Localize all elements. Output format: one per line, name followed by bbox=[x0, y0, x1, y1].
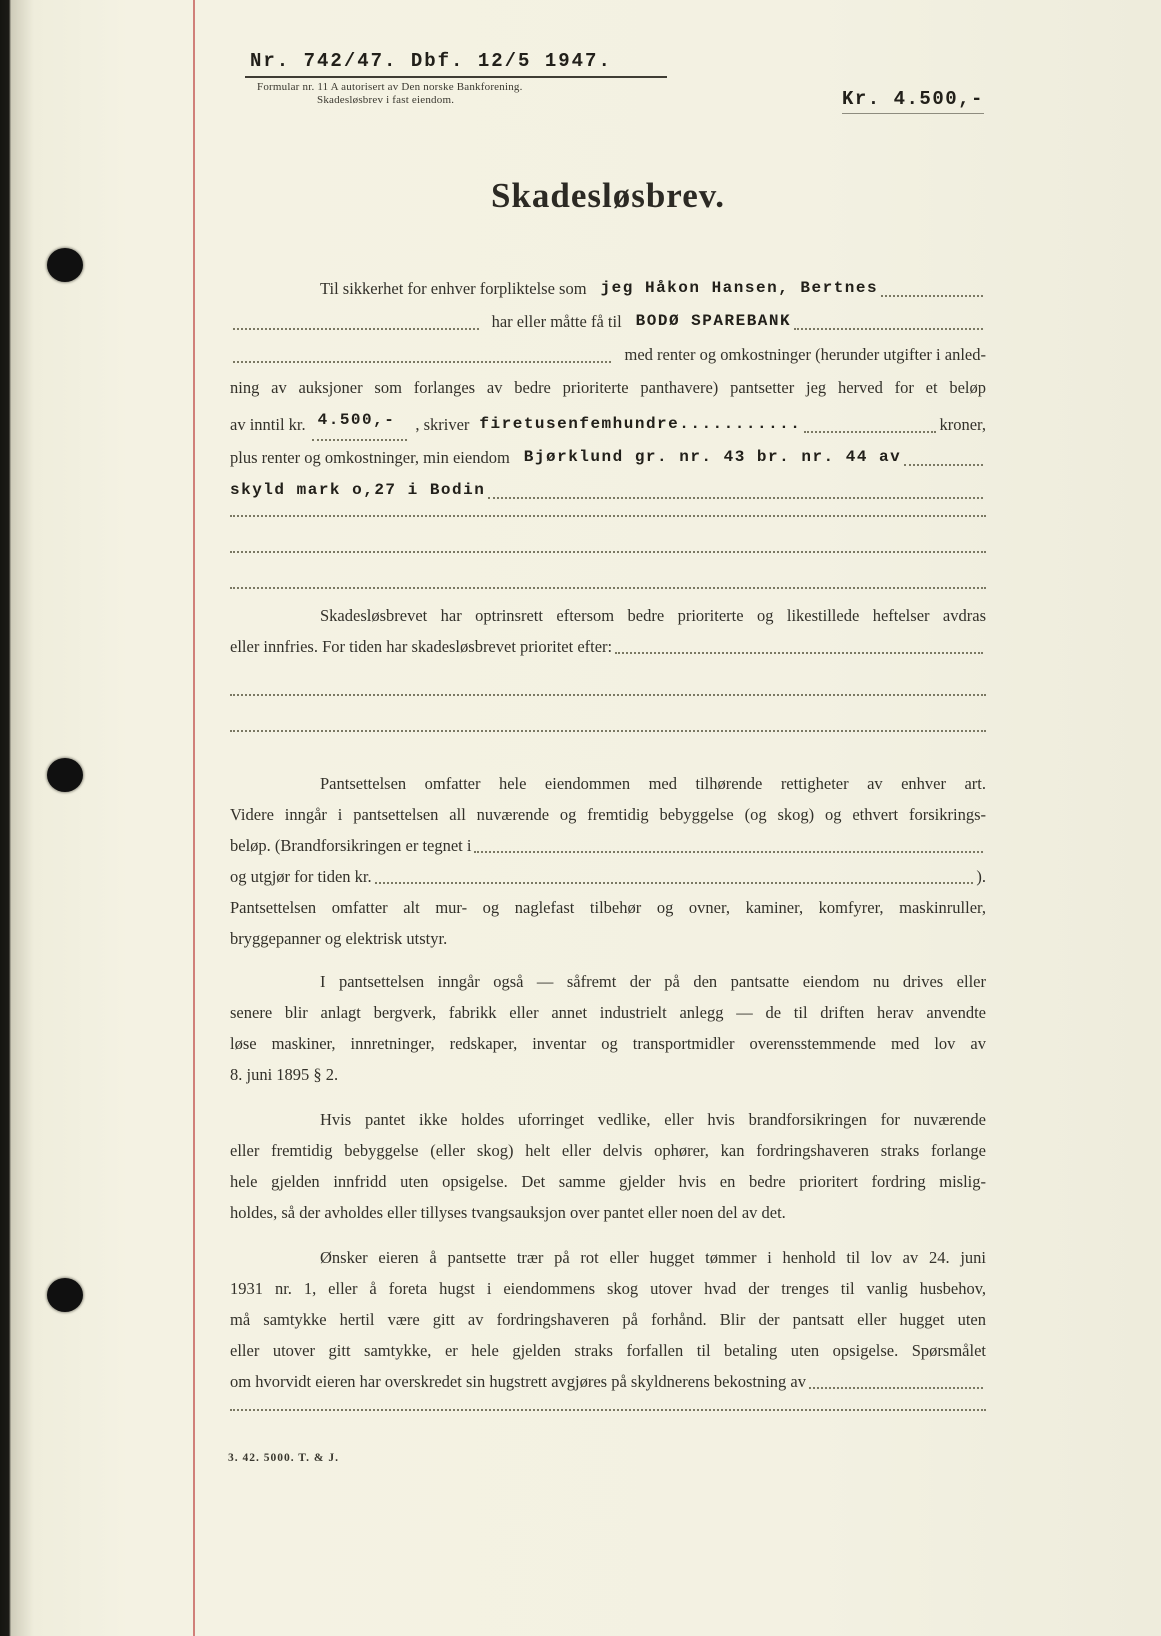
printed-text: og utgjør for tiden kr. bbox=[230, 867, 372, 886]
printed-text: ). bbox=[976, 867, 986, 886]
printed-text: Til sikkerhet for enhver forpliktelse som bbox=[320, 279, 587, 298]
form-line-property bbox=[230, 441, 986, 474]
dotted-rule bbox=[794, 328, 983, 330]
maintenance-paragraph bbox=[230, 1104, 986, 1228]
document-number: Nr. 742/47. Dbf. 12/5 1947. bbox=[245, 50, 667, 78]
dotted-rule-line bbox=[230, 587, 986, 589]
printed-text: har eller måtte få til bbox=[491, 312, 622, 331]
punch-hole bbox=[47, 758, 83, 792]
red-margin-line bbox=[193, 0, 195, 1636]
dotted-rule bbox=[904, 464, 983, 466]
paragraph-line bbox=[230, 830, 986, 861]
dotted-rule bbox=[233, 361, 611, 363]
punch-hole bbox=[47, 1278, 83, 1312]
printed-text: med renter og omkostninger (herunder utgifter i anled- bbox=[624, 345, 986, 364]
dotted-rule bbox=[474, 851, 983, 853]
paragraph-line: I pantsettelsen inngår også — såfremt der på den pantsatte eiendom nu drives eller bbox=[320, 972, 986, 991]
paragraph-line bbox=[230, 1366, 986, 1397]
typed-skyld-mark: skyld mark o,27 i Bodin bbox=[230, 481, 486, 499]
paragraph-line: eller fremtidig bebyggelse (eller skog) helt eller delvis ophører, kan fordringshaveren straks forlange bbox=[230, 1141, 986, 1160]
paragraph-line bbox=[230, 631, 986, 662]
printed-text: , skriver bbox=[415, 415, 470, 434]
document-title: Skadesløsbrev. bbox=[490, 176, 726, 215]
dotted-rule bbox=[804, 431, 936, 433]
typed-amount: 4.500,- bbox=[312, 404, 408, 441]
paragraph-line: eller utover gitt samtykke, er hele gjelden straks forfallen til betaling uten opsigelse. Spørsmålet bbox=[230, 1341, 986, 1360]
dotted-rule bbox=[809, 1387, 983, 1389]
timber-paragraph bbox=[230, 1242, 986, 1397]
printed-text: av inntil kr. bbox=[230, 415, 306, 434]
form-line-skyld bbox=[230, 474, 986, 507]
form-note-1: Formular nr. 11 A autorisert av Den norske Bankforening. bbox=[257, 81, 523, 93]
pledge-paragraph bbox=[230, 768, 986, 954]
priority-paragraph bbox=[230, 600, 986, 662]
printed-text: om hvorvidt eieren har overskredet sin hugstrett avgjøres på skyldnerens bekostning av bbox=[230, 1372, 806, 1391]
printed-text: kroner, bbox=[939, 415, 986, 434]
dotted-rule bbox=[375, 882, 974, 884]
printed-text: plus renter og omkostninger, min eiendom bbox=[230, 448, 510, 467]
paragraph-line: 8. juni 1895 § 2. bbox=[230, 1065, 339, 1084]
form-line-interest bbox=[230, 338, 986, 371]
typed-creditor-name: BODØ SPAREBANK bbox=[635, 312, 792, 330]
printed-text: beløp. (Brandforsikringen er tegnet i bbox=[230, 836, 472, 855]
document-body bbox=[230, 272, 986, 1411]
paragraph-line: hele gjelden innfridd uten opsigelse. Det samme gjelder hvis en bedre prioritert fordring mislig- bbox=[230, 1172, 986, 1191]
dotted-rule bbox=[881, 295, 983, 297]
dotted-rule-line bbox=[230, 694, 986, 696]
print-code: 3. 42. 5000. T. & J. bbox=[228, 1452, 339, 1464]
dotted-rule bbox=[233, 328, 479, 330]
form-line-creditor bbox=[230, 305, 986, 338]
dotted-rule-line bbox=[230, 1409, 986, 1411]
dotted-rule-line bbox=[230, 730, 986, 732]
paragraph-line: 1931 nr. 1, eller å foreta hugst i eiendommens skog utover hvad der trenges til vanlig husbehov, bbox=[230, 1279, 986, 1298]
paragraph-line: løse maskiner, innretninger, redskaper, inventar og transportmidler overensstemmende med lov av bbox=[230, 1034, 986, 1053]
typed-property: Bjørklund gr. nr. 43 br. nr. 44 av bbox=[523, 448, 902, 466]
dotted-rule-line bbox=[230, 551, 986, 553]
paragraph-line: senere blir anlagt bergverk, fabrikk eller annet industrielt anlegg — de til driften herav anvendte bbox=[230, 1003, 986, 1022]
paragraph-line bbox=[230, 861, 986, 892]
paragraph-line: bryggepanner og elektrisk utstyr. bbox=[230, 929, 448, 948]
reference-block bbox=[245, 50, 667, 106]
form-line-auctions: ning av auksjoner som forlanges av bedre prioriterte panthavere) pantsetter jeg herved for et beløp bbox=[230, 378, 986, 397]
paragraph-line: Hvis pantet ikke holdes uforringet vedlike, eller hvis brandforsikringen for nuværende bbox=[320, 1110, 986, 1129]
form-line-amount bbox=[230, 404, 986, 441]
typed-obligor-name: jeg Håkon Hansen, Bertnes bbox=[600, 279, 879, 297]
punch-hole bbox=[47, 248, 83, 282]
paragraph-line: Pantsettelsen omfatter hele eiendommen med tilhørende rettigheter av enhver art. bbox=[320, 774, 986, 793]
paragraph-line: holdes, så der avholdes eller tillyses tvangsauksjon over pantet eller noen del av det. bbox=[230, 1203, 786, 1222]
paragraph-line: Skadesløsbrevet har optrinsrett eftersom bedre prioriterte og likestillede heftelser avdras bbox=[320, 606, 986, 625]
paragraph-line: Videre inngår i pantsettelsen all nuværende og fremtidig bebyggelse (og skog) og ethvert forsikrings- bbox=[230, 805, 986, 824]
paragraph-line: Ønsker eieren å pantsette trær på rot eller hugget tømmer i henhold til lov av 24. juni bbox=[320, 1248, 986, 1267]
dotted-rule-line bbox=[230, 515, 986, 517]
amount-top: Kr. 4.500,- bbox=[842, 88, 984, 114]
printed-text: eller innfries. For tiden har skadesløsbrevet prioritet efter: bbox=[230, 637, 613, 656]
form-note-2: Skadesløsbrev i fast eiendom. bbox=[317, 94, 455, 106]
form-line-obligor bbox=[230, 272, 986, 305]
paragraph-line: må samtykke hertil være gitt av fordringshaveren på forhånd. Blir der pantsatt eller hugget uten bbox=[230, 1310, 986, 1329]
dotted-rule bbox=[488, 497, 983, 499]
dotted-rule bbox=[615, 652, 983, 654]
industry-paragraph bbox=[230, 966, 986, 1090]
typed-amount-words: firetusenfemhundre........... bbox=[479, 415, 802, 433]
paragraph-line: Pantsettelsen omfatter alt mur- og naglefast tilbehør og ovner, kaminer, komfyrer, maskinruller, bbox=[230, 898, 986, 917]
